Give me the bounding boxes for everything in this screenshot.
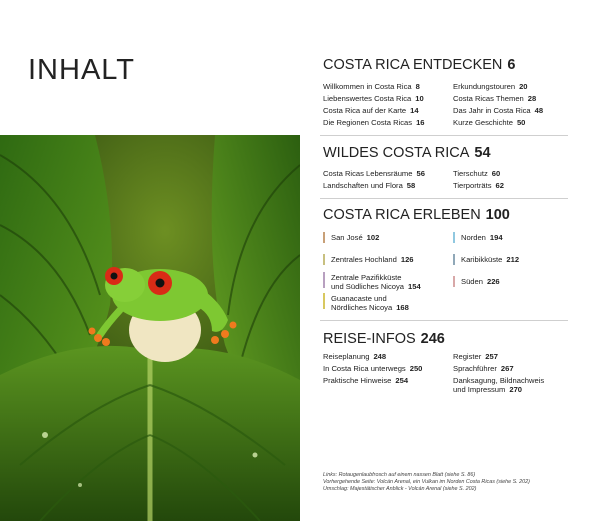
region-entry[interactable]: Zentrale Pazifikküste und Südliches Nicoya 154: [323, 272, 448, 294]
section-label: WILDES COSTA RICA: [323, 145, 470, 161]
divider: [320, 320, 568, 321]
region-entry[interactable]: Karibikküste 212: [453, 254, 573, 266]
toc-entry[interactable]: Sprachführer 267: [453, 364, 514, 373]
toc-entry[interactable]: Costa Ricas Lebensräume 56: [323, 169, 425, 178]
divider: [320, 135, 568, 136]
toc-entry[interactable]: Willkommen in Costa Rica 8: [323, 82, 420, 91]
region-entry[interactable]: Zentrales Hochland 126: [323, 254, 448, 266]
section-label: COSTA RICA ENTDECKEN: [323, 57, 503, 73]
toc-entry[interactable]: Praktische Hinweise 254: [323, 376, 409, 385]
toc-entry[interactable]: Tierschutz 60: [453, 169, 501, 178]
region-entry[interactable]: San José 102: [323, 232, 448, 244]
toc-entry[interactable]: Die Regionen Costa Ricas 16: [323, 118, 425, 127]
frog-photo: [0, 135, 300, 521]
toc-entry[interactable]: Register 257: [453, 352, 498, 361]
frog-illustration: [0, 135, 300, 521]
toc-entry[interactable]: Reiseplanung 248: [323, 352, 387, 361]
region-color-bar: [453, 276, 455, 287]
region-color-bar: [323, 272, 325, 288]
toc-entry[interactable]: Danksagung, Bildnachweis: [453, 376, 545, 385]
region-color-bar: [453, 254, 455, 265]
caption-line: Umschlag: Majestätischer Anblick - Volcán Arenal (siehe S. 202): [323, 486, 477, 492]
region-color-bar: [323, 293, 325, 309]
section-page: 100: [485, 207, 510, 223]
section-heading-erleben[interactable]: [323, 207, 510, 223]
region-entry[interactable]: Süden 226: [453, 276, 573, 288]
section-label: REISE-INFOS: [323, 331, 416, 347]
toc-entry[interactable]: Liebenswertes Costa Rica 10: [323, 94, 424, 103]
toc-entry[interactable]: Tierporträts 62: [453, 181, 504, 190]
region-entry[interactable]: Norden 194: [453, 232, 573, 244]
page-title: INHALT: [28, 54, 135, 86]
section-label: COSTA RICA ERLEBEN: [323, 207, 481, 223]
region-color-bar: [453, 232, 455, 243]
divider: [320, 198, 568, 199]
section-heading-entdecken[interactable]: [323, 57, 515, 73]
toc-entry[interactable]: Landschaften und Flora 58: [323, 181, 416, 190]
region-color-bar: [323, 232, 325, 243]
section-heading-wildes[interactable]: [323, 145, 491, 161]
region-color-bar: [323, 254, 325, 265]
toc-entry[interactable]: In Costa Rica unterwegs 250: [323, 364, 423, 373]
section-page: 54: [474, 145, 491, 161]
section-page: 6: [507, 57, 516, 73]
toc-entry[interactable]: Das Jahr in Costa Rica 48: [453, 106, 544, 115]
toc-entry[interactable]: Kurze Geschichte 50: [453, 118, 526, 127]
caption-line: Links: Rotaugenlaubfrosch auf einem nassen Blatt (siehe S. 86): [323, 472, 476, 478]
section-heading-reise[interactable]: [323, 331, 445, 347]
toc-entry[interactable]: Costa Ricas Themen 28: [453, 94, 537, 103]
section-page: 246: [420, 331, 445, 347]
toc-entry[interactable]: Costa Rica auf der Karte 14: [323, 106, 419, 115]
region-entry[interactable]: Guanacaste und Nördliches Nicoya 168: [323, 293, 448, 315]
caption-line: Vorhergehende Seite: Volcán Arenal, ein Vulkan im Norden Costa Ricas (siehe S. 202): [323, 479, 530, 485]
toc-entry[interactable]: Erkundungstouren 20: [453, 82, 528, 91]
toc-entry[interactable]: und Impressum 270: [453, 385, 523, 394]
